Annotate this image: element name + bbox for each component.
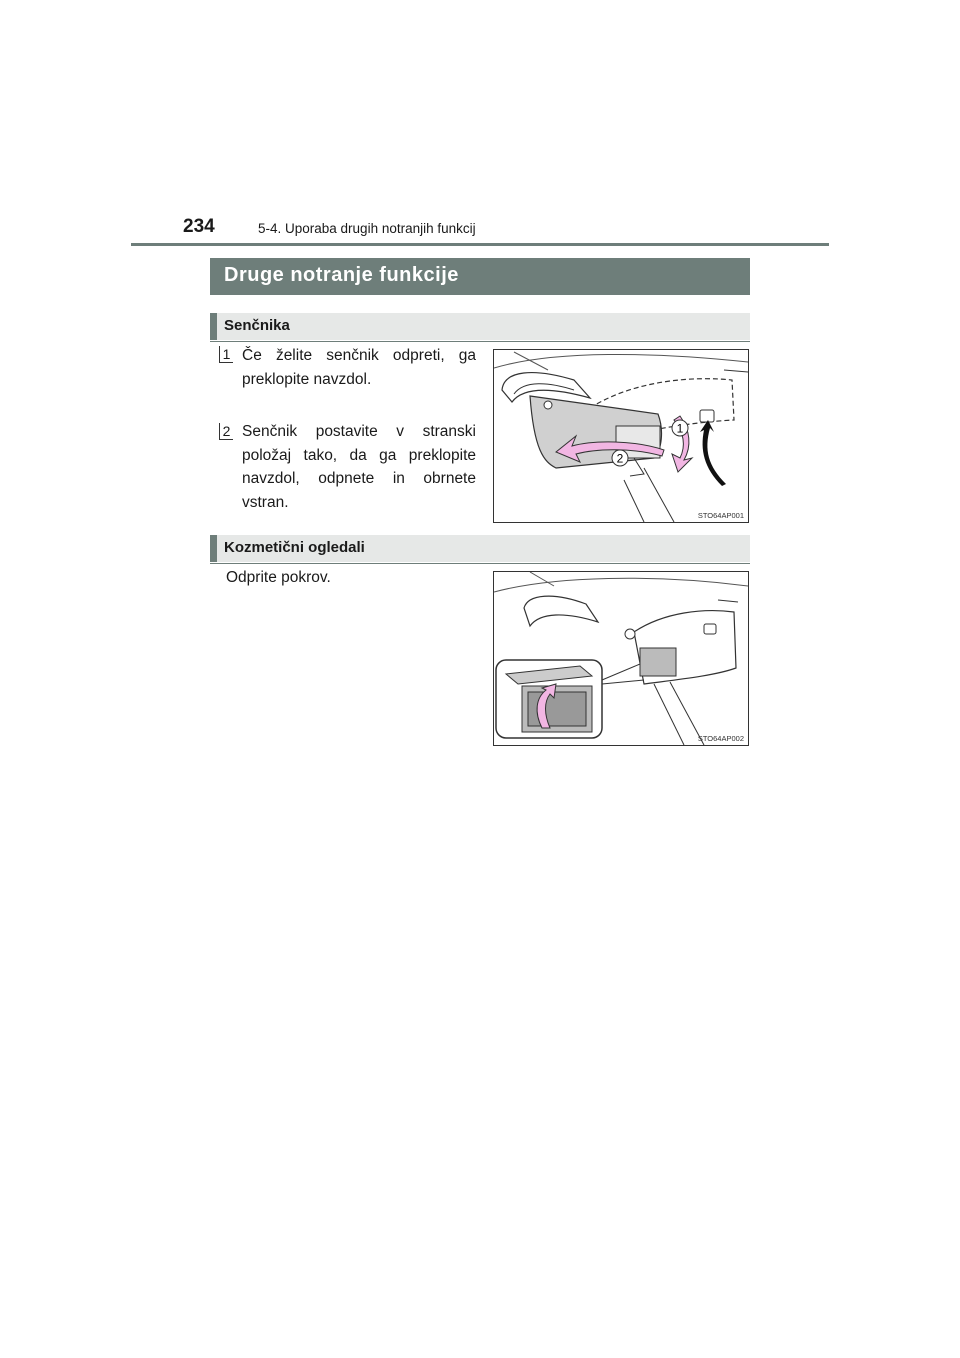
figure-code-1: STO64AP001 [697, 511, 744, 520]
figure-code-2: STO64AP002 [697, 734, 744, 743]
header-divider [131, 243, 829, 246]
chapter-title: 5-4. Uporaba drugih notranjih funkcij [258, 221, 476, 236]
vanity-mirror-drawing [494, 572, 748, 745]
sun-visor-illustration [493, 349, 749, 523]
callout-1: 1 [676, 421, 684, 436]
step-text-2: Senčnik postavite v stranski položaj tako, da ga preklopite navzdol, odpnete in obrnete vstran. [242, 423, 476, 511]
section-title-sun-visors: Senčnika [210, 313, 750, 340]
step-number-1: 1 [219, 346, 233, 363]
sun-visor-drawing [494, 350, 748, 522]
section-title-vanity-mirrors: Kozmetični ogledali [210, 535, 750, 562]
callout-2: 2 [616, 451, 624, 466]
vanity-mirror-illustration [493, 571, 749, 746]
step-text-1: Če želite senčnik odpreti, ga preklopite navzdol. [242, 347, 476, 388]
main-title: Druge notranje funkcije [210, 258, 750, 295]
step-number-2: 2 [219, 423, 233, 440]
vanity-mirror-instruction: Odprite pokrov. [226, 569, 331, 586]
page-number: 234 [183, 216, 215, 237]
